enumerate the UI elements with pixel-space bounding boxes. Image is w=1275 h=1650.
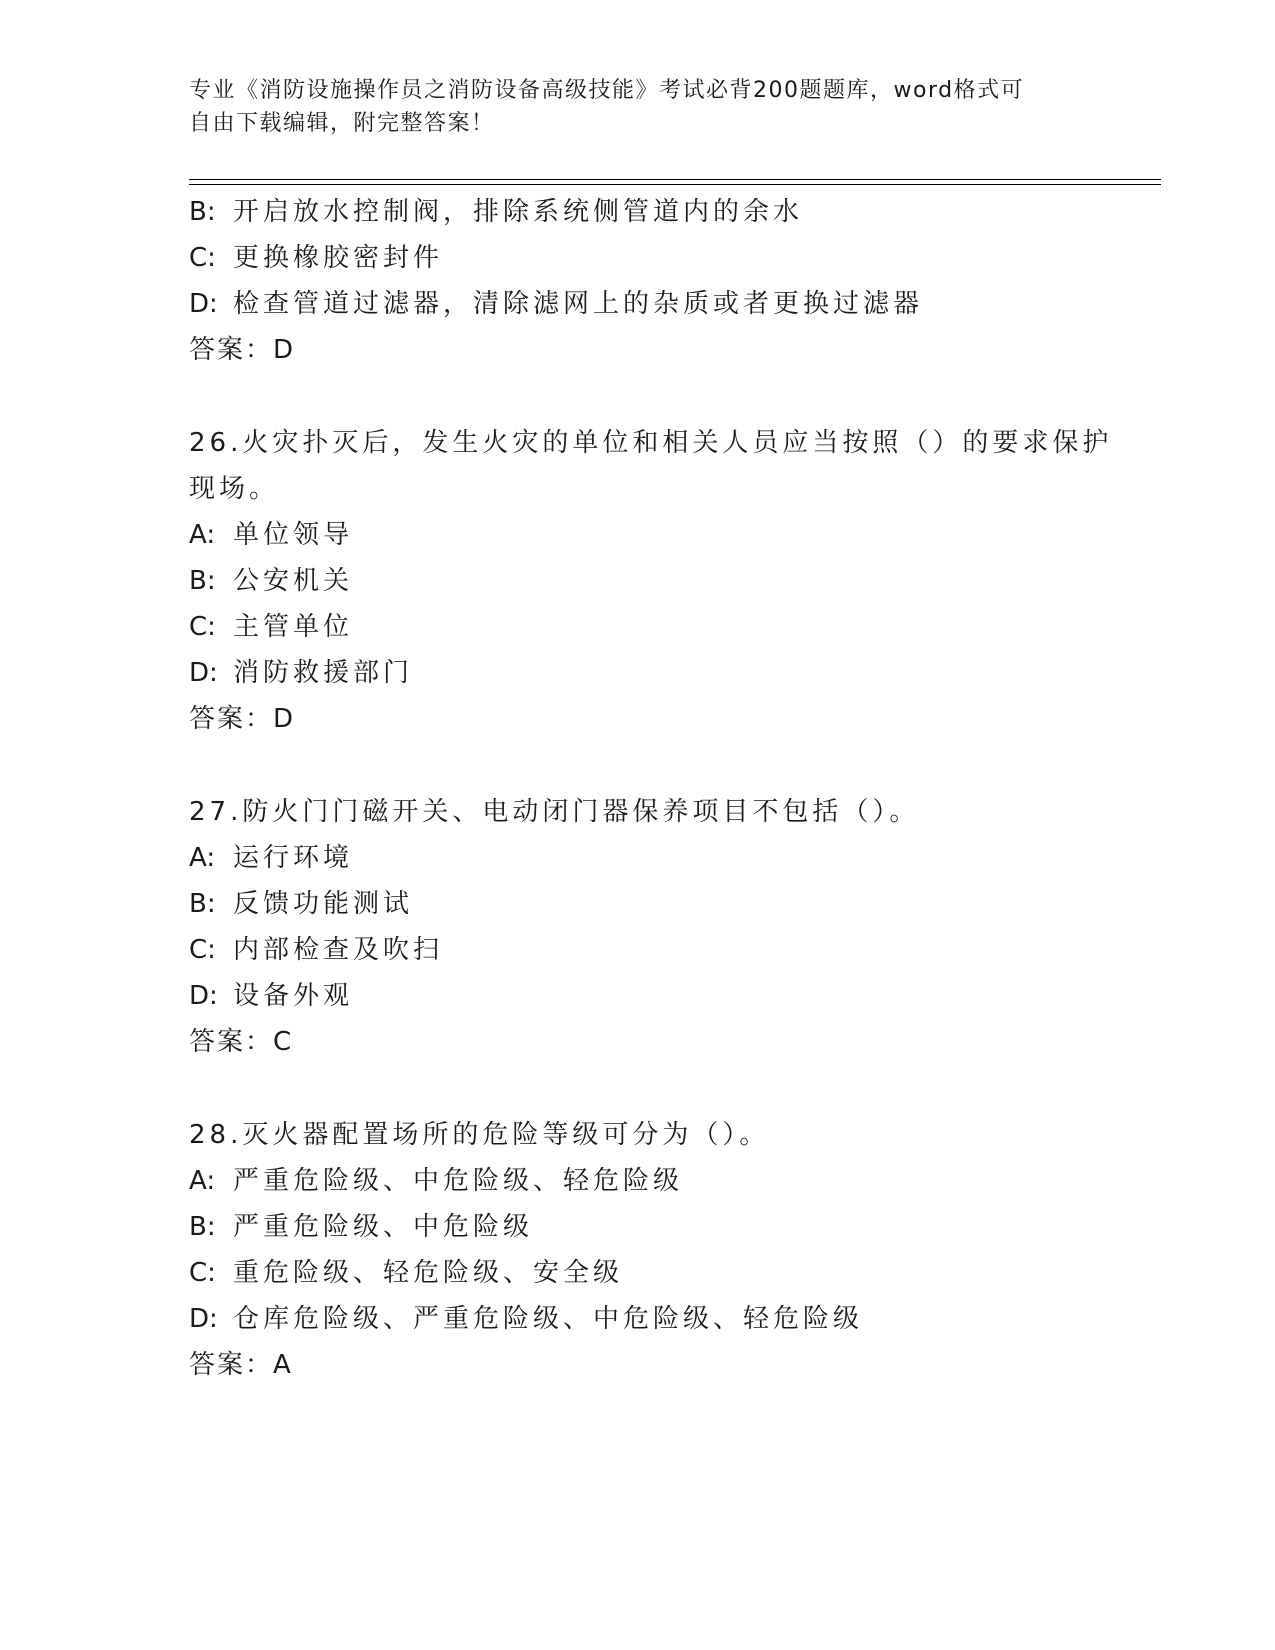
option-d bbox=[189, 650, 1089, 696]
answer-line: 答案：A bbox=[189, 1350, 293, 1380]
header-line-2: 自由下载编辑，附完整答案！ bbox=[189, 111, 495, 136]
option-label: B: bbox=[189, 889, 216, 919]
option-c bbox=[189, 927, 1089, 973]
question-block-26 bbox=[189, 420, 1113, 742]
option-label: D: bbox=[189, 658, 218, 688]
option-a bbox=[189, 1158, 1089, 1204]
header-line-1: 专业《消防设施操作员之消防设备高级技能》考试必背200题题库，word格式可 bbox=[189, 78, 1025, 103]
option-label: C: bbox=[189, 612, 216, 642]
header-divider-top bbox=[189, 179, 1161, 180]
option-text: 主管单位 bbox=[233, 612, 354, 642]
option-c bbox=[189, 235, 1089, 281]
option-label: A: bbox=[189, 520, 216, 550]
question-text-line-2: 现场。 bbox=[189, 474, 280, 504]
option-label: B: bbox=[189, 566, 216, 596]
option-b bbox=[189, 881, 1089, 927]
answer-line: 答案：C bbox=[189, 1027, 294, 1057]
option-d bbox=[189, 281, 1089, 327]
option-text: 内部检查及吹扫 bbox=[233, 935, 444, 965]
option-label: C: bbox=[189, 935, 216, 965]
document-header bbox=[189, 74, 1089, 140]
option-text: 运行环境 bbox=[233, 843, 354, 873]
option-c bbox=[189, 1250, 1089, 1296]
answer-line: 答案：D bbox=[189, 335, 296, 365]
answer-line: 答案：D bbox=[189, 704, 296, 734]
option-text: 公安机关 bbox=[233, 566, 354, 596]
option-label: C: bbox=[189, 243, 216, 273]
option-label: B: bbox=[189, 1212, 216, 1242]
question-block-25 bbox=[189, 189, 1089, 373]
option-text: 检查管道过滤器，清除滤网上的杂质或者更换过滤器 bbox=[233, 289, 924, 319]
option-a bbox=[189, 512, 1089, 558]
option-label: D: bbox=[189, 289, 218, 319]
option-d bbox=[189, 1296, 1089, 1342]
option-d bbox=[189, 973, 1089, 1019]
option-a bbox=[189, 835, 1089, 881]
question-block-28 bbox=[189, 1112, 1089, 1388]
option-b bbox=[189, 189, 1089, 235]
option-text: 更换橡胶密封件 bbox=[233, 243, 444, 273]
header-divider-bottom bbox=[189, 184, 1161, 185]
question-text-line-1: 26.火灾扑灭后，发生火灾的单位和相关人员应当按照（）的要求保护 bbox=[189, 428, 1113, 458]
option-text: 严重危险级、中危险级 bbox=[233, 1212, 534, 1242]
question-text-line-1: 28.灭火器配置场所的危险等级可分为（）。 bbox=[189, 1120, 770, 1150]
option-text: 严重危险级、中危险级、轻危险级 bbox=[233, 1166, 684, 1196]
option-label: A: bbox=[189, 843, 216, 873]
option-label: C: bbox=[189, 1258, 216, 1288]
option-text: 重危险级、轻危险级、安全级 bbox=[233, 1258, 624, 1288]
option-label: B: bbox=[189, 197, 216, 227]
option-b bbox=[189, 1204, 1089, 1250]
document-body bbox=[189, 189, 1113, 1388]
option-text: 反馈功能测试 bbox=[233, 889, 414, 919]
option-label: D: bbox=[189, 981, 218, 1011]
question-text-line-1: 27.防火门门磁开关、电动闭门器保养项目不包括（）。 bbox=[189, 797, 920, 827]
option-text: 设备外观 bbox=[233, 981, 354, 1011]
option-text: 单位领导 bbox=[233, 520, 354, 550]
option-label: D: bbox=[189, 1304, 218, 1334]
option-label: A: bbox=[189, 1166, 216, 1196]
option-c bbox=[189, 604, 1089, 650]
option-text: 开启放水控制阀，排除系统侧管道内的余水 bbox=[233, 197, 804, 227]
question-block-27 bbox=[189, 789, 1089, 1065]
option-text: 仓库危险级、严重危险级、中危险级、轻危险级 bbox=[233, 1304, 864, 1334]
option-text: 消防救援部门 bbox=[233, 658, 414, 688]
option-b bbox=[189, 558, 1089, 604]
